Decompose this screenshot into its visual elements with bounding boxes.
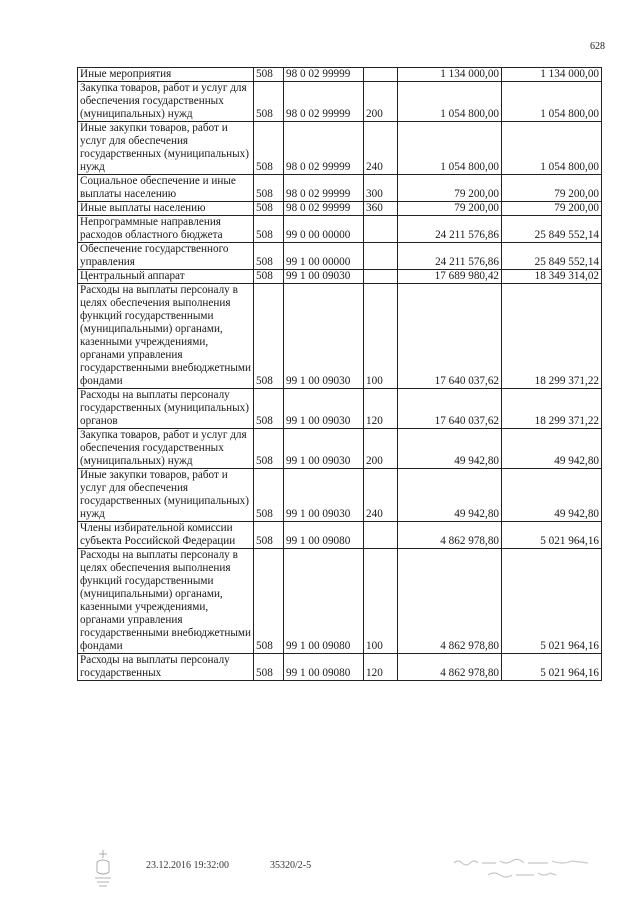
row-sum-2017-cell: 17 689 980,42 [398, 270, 502, 284]
row-vr-cell: 120 [364, 389, 398, 429]
table-row [78, 429, 602, 469]
row-sum-2017-cell: 17 640 037,62 [398, 284, 502, 389]
row-csr-cell: 99 1 00 09080 [284, 522, 364, 549]
row-sum-2018-cell: 18 299 371,22 [502, 389, 602, 429]
row-ved-cell: 508 [254, 654, 284, 681]
row-ved-cell: 508 [254, 284, 284, 389]
page-number: 628 [590, 41, 605, 52]
row-csr-cell: 99 1 00 09030 [284, 270, 364, 284]
row-sum-2017-cell: 1 134 000,00 [398, 68, 502, 82]
row-ved-cell: 508 [254, 469, 284, 522]
budget-table-body [78, 68, 602, 681]
table-row [78, 469, 602, 522]
row-csr-cell: 99 1 00 09080 [284, 549, 364, 654]
row-sum-2018-cell: 79 200,00 [502, 202, 602, 216]
row-csr-cell: 98 0 02 99999 [284, 68, 364, 82]
row-name-cell: Закупка товаров, работ и услуг для обеспечения государственных (муниципальных) нужд [78, 82, 254, 122]
row-name-cell: Социальное обеспечение и иные выплаты населению [78, 175, 254, 202]
row-name-cell: Иные мероприятия [78, 68, 254, 82]
row-csr-cell: 98 0 02 99999 [284, 82, 364, 122]
row-sum-2018-cell: 79 200,00 [502, 175, 602, 202]
row-name-cell: Иные выплаты населению [78, 202, 254, 216]
table-row [78, 68, 602, 82]
table-row [78, 522, 602, 549]
row-sum-2017-cell: 79 200,00 [398, 175, 502, 202]
footer-date: 23.12.2016 19:32:00 [146, 860, 230, 871]
row-sum-2017-cell: 17 640 037,62 [398, 389, 502, 429]
row-vr-cell: 200 [364, 429, 398, 469]
row-ved-cell: 508 [254, 389, 284, 429]
row-sum-2017-cell: 4 862 978,80 [398, 522, 502, 549]
row-ved-cell: 508 [254, 270, 284, 284]
table-row [78, 549, 602, 654]
row-sum-2018-cell: 1 054 800,00 [502, 122, 602, 175]
table-row [78, 202, 602, 216]
row-sum-2018-cell: 5 021 964,16 [502, 654, 602, 681]
row-csr-cell: 98 0 02 99999 [284, 122, 364, 175]
row-name-cell: Непрограммные направления расходов областного бюджета [78, 216, 254, 243]
row-vr-cell: 300 [364, 175, 398, 202]
row-csr-cell: 99 0 00 00000 [284, 216, 364, 243]
row-name-cell: Обеспечение государственного управления [78, 243, 254, 270]
table-row [78, 389, 602, 429]
row-vr-cell [364, 243, 398, 270]
table-row [78, 270, 602, 284]
row-ved-cell: 508 [254, 122, 284, 175]
row-ved-cell: 508 [254, 216, 284, 243]
row-sum-2017-cell: 49 942,80 [398, 429, 502, 469]
row-csr-cell: 99 1 00 09030 [284, 429, 364, 469]
row-sum-2017-cell: 49 942,80 [398, 469, 502, 522]
row-sum-2018-cell: 25 849 552,14 [502, 216, 602, 243]
row-sum-2017-cell: 79 200,00 [398, 202, 502, 216]
row-ved-cell: 508 [254, 175, 284, 202]
row-vr-cell: 100 [364, 549, 398, 654]
table-row [78, 82, 602, 122]
row-sum-2017-cell: 24 211 576,86 [398, 243, 502, 270]
row-vr-cell: 120 [364, 654, 398, 681]
row-vr-cell: 360 [364, 202, 398, 216]
row-csr-cell: 99 1 00 09030 [284, 284, 364, 389]
row-sum-2018-cell: 5 021 964,16 [502, 549, 602, 654]
row-name-cell: Расходы на выплаты персоналу в целях обеспечения выполнения функций государственными (муниципальными) органами, казенными учреждениями, органами управления государственными внебюджетными фондами [78, 284, 254, 389]
table-row [78, 654, 602, 681]
logo-stamp-icon [92, 848, 114, 888]
row-ved-cell: 508 [254, 549, 284, 654]
row-sum-2018-cell: 1 134 000,00 [502, 68, 602, 82]
row-csr-cell: 99 1 00 09080 [284, 654, 364, 681]
row-name-cell: Центральный аппарат [78, 270, 254, 284]
row-csr-cell: 99 1 00 00000 [284, 243, 364, 270]
row-vr-cell [364, 270, 398, 284]
row-name-cell: Члены избирательной комиссии субъекта Российской Федерации [78, 522, 254, 549]
row-vr-cell: 240 [364, 122, 398, 175]
row-csr-cell: 98 0 02 99999 [284, 175, 364, 202]
row-name-cell: Иные закупки товаров, работ и услуг для обеспечения государственных (муниципальных) нужд [78, 469, 254, 522]
row-ved-cell: 508 [254, 522, 284, 549]
row-sum-2018-cell: 1 054 800,00 [502, 82, 602, 122]
row-vr-cell: 100 [364, 284, 398, 389]
row-ved-cell: 508 [254, 429, 284, 469]
row-name-cell: Расходы на выплаты персоналу в целях обеспечения выполнения функций государственными (муниципальными) органами, казенными учреждениями, органами управления государственными внебюджетными фондами [78, 549, 254, 654]
table-row [78, 216, 602, 243]
row-ved-cell: 508 [254, 202, 284, 216]
row-sum-2018-cell: 49 942,80 [502, 429, 602, 469]
row-csr-cell: 99 1 00 09030 [284, 389, 364, 429]
row-sum-2018-cell: 18 349 314,02 [502, 270, 602, 284]
table-row [78, 284, 602, 389]
row-name-cell: Закупка товаров, работ и услуг для обеспечения государственных (муниципальных) нужд [78, 429, 254, 469]
row-sum-2018-cell: 5 021 964,16 [502, 522, 602, 549]
table-row [78, 243, 602, 270]
row-csr-cell: 99 1 00 09030 [284, 469, 364, 522]
row-sum-2017-cell: 4 862 978,80 [398, 549, 502, 654]
row-vr-cell [364, 522, 398, 549]
row-name-cell: Иные закупки товаров, работ и услуг для обеспечения государственных (муниципальных) нужд [78, 122, 254, 175]
row-sum-2018-cell: 49 942,80 [502, 469, 602, 522]
faded-seal-watermark [452, 855, 592, 884]
row-vr-cell [364, 216, 398, 243]
row-sum-2017-cell: 24 211 576,86 [398, 216, 502, 243]
table-row [78, 175, 602, 202]
row-sum-2017-cell: 4 862 978,80 [398, 654, 502, 681]
footer-doc-code: 35320/2-5 [270, 860, 312, 871]
row-sum-2018-cell: 25 849 552,14 [502, 243, 602, 270]
row-name-cell: Расходы на выплаты персоналу государственных (муниципальных) органов [78, 389, 254, 429]
row-ved-cell: 508 [254, 68, 284, 82]
row-ved-cell: 508 [254, 243, 284, 270]
row-vr-cell [364, 68, 398, 82]
row-sum-2017-cell: 1 054 800,00 [398, 122, 502, 175]
table-row [78, 122, 602, 175]
row-sum-2017-cell: 1 054 800,00 [398, 82, 502, 122]
row-vr-cell: 240 [364, 469, 398, 522]
row-csr-cell: 98 0 02 99999 [284, 202, 364, 216]
row-name-cell: Расходы на выплаты персоналу государственных [78, 654, 254, 681]
row-vr-cell: 200 [364, 82, 398, 122]
row-ved-cell: 508 [254, 82, 284, 122]
row-sum-2018-cell: 18 299 371,22 [502, 284, 602, 389]
budget-table [77, 67, 602, 681]
